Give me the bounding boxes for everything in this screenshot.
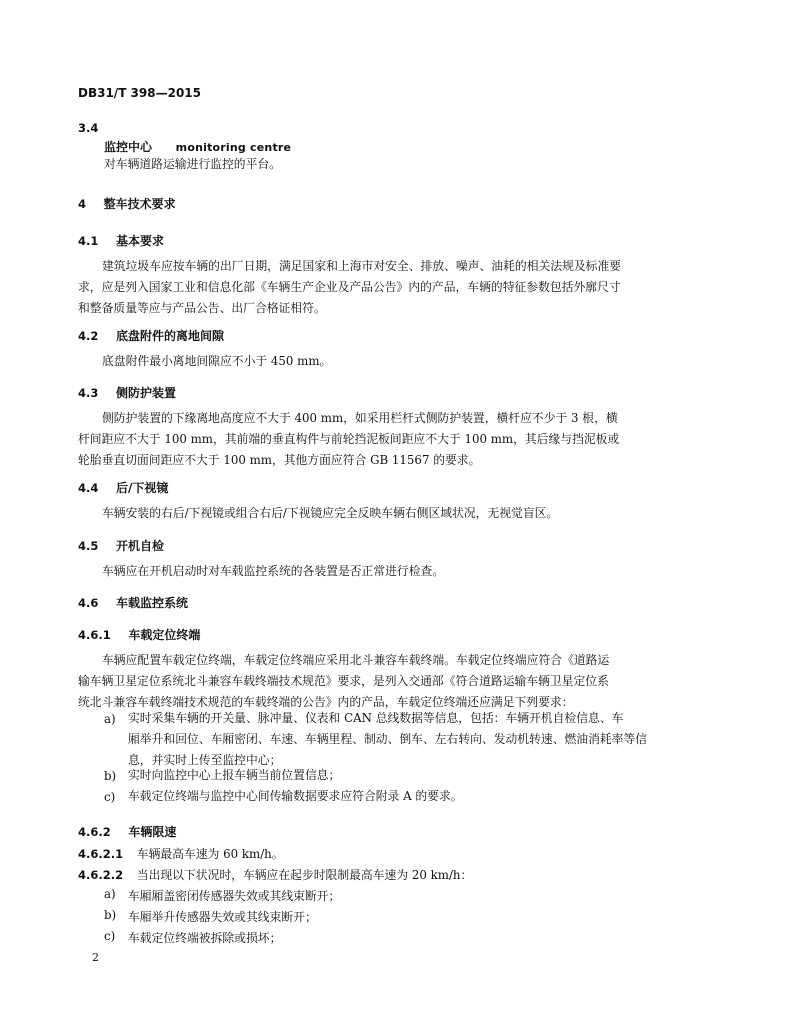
section-heading-4-2 bbox=[78, 327, 224, 344]
list-label-c: c) bbox=[104, 790, 116, 804]
paragraph-4-3 bbox=[78, 408, 619, 471]
paragraph-line: 车辆应在开机启动时对车载监控系统的各装置是否正常进行检查。 bbox=[102, 564, 445, 578]
section-title-4-6: 车载监控系统 bbox=[116, 596, 189, 610]
sublist-item-c: 车载定位终端被拆除或损坏； bbox=[128, 931, 282, 945]
paragraph-4-5 bbox=[78, 561, 444, 582]
paragraph-line: 侧防护装置的下缘离地高度应不大于 400 mm，如采用栏杆式侧防护装置，横杆应不少于 3 根，横 bbox=[102, 411, 618, 425]
section-heading-4-6 bbox=[78, 594, 188, 611]
section-heading-4-3 bbox=[78, 384, 176, 401]
list-label-a: a) bbox=[104, 712, 116, 726]
section-title-4-6-1: 车载定位终端 bbox=[128, 628, 201, 642]
paragraph-line: 车辆应配置车载定位终端，车载定位终端应采用北斗兼容车载终端。车载定位终端应符合《道路运 bbox=[102, 653, 610, 667]
sublist-item-a: 车厢厢盖密闭传感器失效或其线束断开； bbox=[128, 889, 341, 903]
term-entry bbox=[104, 138, 291, 155]
section-title-4-6-2: 车辆限速 bbox=[128, 825, 177, 839]
paragraph-4-2 bbox=[78, 351, 331, 372]
list-item-line: 息，并实时上传至监控中心； bbox=[128, 753, 282, 767]
list-item-a bbox=[128, 708, 647, 771]
sublist-label-a: a) bbox=[104, 887, 116, 901]
clause-text-4-6-2-2: 当出现以下状况时，车辆应在起步时限制最高车速为 20 km/h： bbox=[136, 868, 473, 882]
sublist-label-b: b) bbox=[104, 908, 117, 922]
paragraph-line: 输车辆卫星定位系统北斗兼容车载终端技术规范》要求，是列入交通部《符合道路运输车辆卫星定位系 bbox=[78, 674, 609, 688]
section-heading-4-6-1 bbox=[78, 626, 200, 643]
paragraph-4-4 bbox=[78, 503, 558, 524]
section-number-4-6: 4.6 bbox=[78, 596, 99, 610]
clause-text-4-6-2-1: 车辆最高车速为 60 km/h。 bbox=[136, 847, 284, 861]
section-number-4-1: 4.1 bbox=[78, 234, 99, 248]
section-number-4-6-2: 4.6.2 bbox=[78, 825, 111, 839]
section-number-4-4: 4.4 bbox=[78, 481, 99, 495]
section-heading-4-6-2 bbox=[78, 823, 176, 840]
list-item-b bbox=[128, 765, 340, 786]
list-item-line: 车载定位终端与监控中心间传输数据要求应符合附录 A 的要求。 bbox=[128, 789, 463, 803]
section-number-3-4: 3.4 bbox=[78, 121, 99, 135]
section-number-4-2: 4.2 bbox=[78, 329, 99, 343]
sublist-item-b: 车厢举升传感器失效或其线束断开； bbox=[128, 910, 317, 924]
paragraph-4-6-1 bbox=[78, 650, 609, 713]
term-english: monitoring centre bbox=[175, 141, 292, 154]
term-definition: 对车辆道路运输进行监控的平台。 bbox=[104, 157, 281, 171]
paragraph-4-1 bbox=[78, 256, 621, 319]
section-number-4-3: 4.3 bbox=[78, 386, 99, 400]
section-title-4-2: 底盘附件的离地间隙 bbox=[116, 329, 225, 343]
clause-number-4-6-2-2: 4.6.2.2 bbox=[78, 868, 124, 882]
clause-number-4-6-2-1: 4.6.2.1 bbox=[78, 847, 124, 861]
list-item-line: 厢举升和回位、车厢密闭、车速、车辆里程、制动、倒车、左右转向、发动机转速、燃油消耗率等信 bbox=[128, 732, 648, 746]
clause-4-6-2-1 bbox=[78, 845, 284, 862]
section-number-4-6-1: 4.6.1 bbox=[78, 628, 111, 642]
paragraph-line: 轮胎垂直切面间距应不大于 100 mm，其他方面应符合 GB 11567 的要求。 bbox=[78, 453, 481, 467]
section-heading-4 bbox=[78, 195, 176, 212]
list-label-b: b) bbox=[104, 769, 117, 783]
section-title-4-4: 后/下视镜 bbox=[116, 481, 169, 495]
paragraph-line: 统北斗兼容车载终端技术规范的车载终端的公告》内的产品，车载定位终端还应满足下列要求： bbox=[78, 695, 574, 709]
list-item-line: 实时采集车辆的开关量、脉冲量、仪表和 CAN 总线数据等信息，包括：车辆开机自检信息、车 bbox=[128, 711, 624, 725]
document-code: DB31/T 398—2015 bbox=[78, 86, 201, 100]
section-title-4-1: 基本要求 bbox=[116, 234, 165, 248]
section-heading-4-4 bbox=[78, 479, 168, 496]
paragraph-line: 求，应是列入国家工业和信息化部《车辆生产企业及产品公告》内的产品，车辆的特征参数包括外廓尺寸 bbox=[78, 280, 621, 294]
paragraph-line: 车辆安装的右后/下视镜或组合右后/下视镜应完全反映车辆右侧区域状况，无视觉盲区。 bbox=[102, 506, 559, 520]
section-heading-4-5 bbox=[78, 537, 164, 554]
paragraph-line: 和整备质量等应与产品公告、出厂合格证相符。 bbox=[78, 301, 326, 315]
section-title-4-3: 侧防护装置 bbox=[116, 386, 177, 400]
section-number-4-5: 4.5 bbox=[78, 539, 99, 553]
sublist-label-c: c) bbox=[104, 929, 116, 943]
list-item-c bbox=[128, 786, 463, 807]
section-number-4: 4 bbox=[78, 197, 87, 211]
section-heading-4-1 bbox=[78, 232, 164, 249]
page-number: 2 bbox=[92, 951, 99, 964]
term-chinese: 监控中心 bbox=[104, 140, 153, 154]
paragraph-line: 底盘附件最小离地间隙应不小于 450 mm。 bbox=[102, 354, 332, 368]
section-title-4: 整车技术要求 bbox=[103, 197, 176, 211]
section-title-4-5: 开机自检 bbox=[116, 539, 165, 553]
paragraph-line: 杆间距应不大于 100 mm，其前端的垂直构件与前轮挡泥板间距应不大于 100 mm，其后缘与挡泥板或 bbox=[78, 432, 620, 446]
paragraph-line: 建筑垃圾车应按车辆的出厂日期，满足国家和上海市对安全、排放、噪声、油耗的相关法规及标准要 bbox=[102, 259, 622, 273]
list-item-line: 实时向监控中心上报车辆当前位置信息； bbox=[128, 768, 341, 782]
clause-4-6-2-2 bbox=[78, 866, 472, 883]
